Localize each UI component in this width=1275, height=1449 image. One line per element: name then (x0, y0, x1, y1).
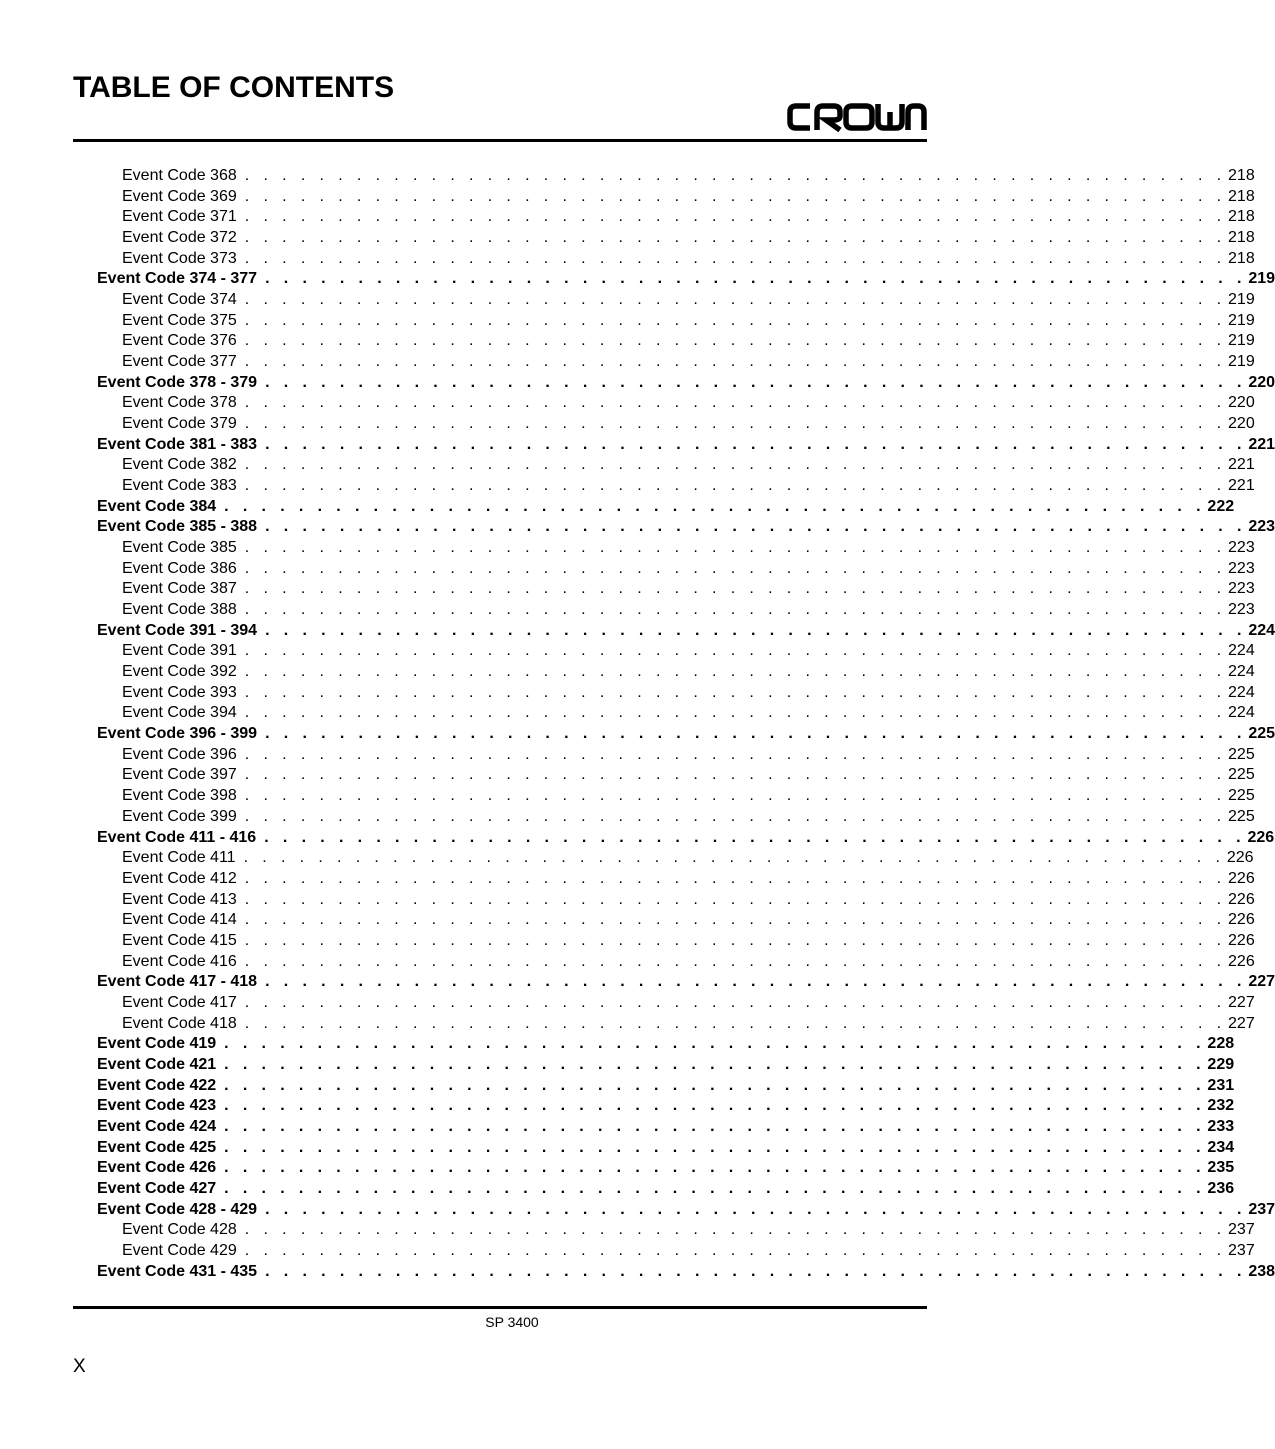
toc-entry-label: Event Code 399 (122, 807, 237, 825)
dot-leader: . . . . . . . . . . . . . . . . . . . . . . . . . . . . . . . . . . . . . . . . . . . . . . . . . . . . . (244, 766, 1227, 784)
toc-entry-label: Event Code 398 (122, 787, 237, 805)
toc-entry[interactable] (0, 269, 1275, 290)
toc-entry-page: 237 (1228, 1241, 1255, 1259)
dot-leader: . . . . . . . . . . . . . . . . . . . . . . . . . . . . . . . . . . . . . . . . . . . . . . . . . . . . . (244, 249, 1227, 267)
toc-entry-page: 218 (1228, 249, 1255, 267)
toc-entry[interactable] (0, 207, 1255, 228)
toc-entry-label: Event Code 385 - 388 (97, 518, 258, 536)
toc-entry[interactable] (0, 166, 1255, 187)
dot-leader: . . . . . . . . . . . . . . . . . . . . . . . . . . . . . . . . . . . . . . . . . . . . . . . . . . . . . (244, 787, 1227, 805)
toc-entry-label: Event Code 424 (97, 1117, 217, 1135)
toc-entry-page: 221 (1248, 435, 1275, 453)
toc-entry-page: 219 (1228, 291, 1255, 309)
toc-entry-page: 219 (1228, 332, 1255, 350)
dot-leader: . . . . . . . . . . . . . . . . . . . . . . . . . . . . . . . . . . . . . . . . . . . . . . . . . . . . . (244, 580, 1227, 598)
toc-entry-label: Event Code 423 (97, 1097, 217, 1115)
toc-entry-page: 225 (1248, 725, 1275, 743)
toc-entry[interactable] (0, 1055, 1235, 1076)
toc-entry-label: Event Code 415 (122, 931, 237, 949)
toc-entry[interactable] (0, 1138, 1235, 1159)
toc-entry-label: Event Code 425 (97, 1138, 217, 1156)
toc-entry-label: Event Code 411 (122, 849, 236, 867)
toc-entry-page: 218 (1228, 167, 1255, 184)
toc-entry-label: Event Code 386 (122, 559, 237, 577)
toc-entry-page: 226 (1226, 849, 1254, 867)
toc-entry[interactable] (0, 435, 1275, 456)
toc-entry[interactable] (0, 1076, 1235, 1097)
toc-entry-page: 219 (1228, 311, 1255, 329)
toc-entry-page: 220 (1228, 394, 1255, 412)
toc-entry-page: 226 (1228, 911, 1255, 929)
toc-entry-label: Event Code 394 (122, 704, 237, 722)
toc-entry-label: Event Code 391 (122, 642, 237, 660)
toc-entry-label: Event Code 411 - 416 (97, 828, 257, 846)
toc-entry-page: 228 (1207, 1035, 1235, 1053)
toc-entry[interactable] (0, 228, 1255, 249)
toc-entry-page: 219 (1248, 270, 1275, 288)
toc-entry-page: 226 (1228, 869, 1255, 887)
dot-leader: . . . . . . . . . . . . . . . . . . . . . . . . . . . . . . . . . . . . . . . . . . . . . . . . . . . . . (244, 353, 1227, 371)
toc-entry[interactable] (0, 952, 1255, 973)
toc-entry-page: 234 (1207, 1138, 1235, 1156)
toc-entry-label: Event Code 396 (122, 745, 237, 763)
toc-entry-page: 238 (1248, 1262, 1275, 1280)
dot-leader: . . . . . . . . . . . . . . . . . . . . . . . . . . . . . . . . . . . . . . . . . . . . . . . . . . . . . (244, 642, 1227, 660)
dot-leader: . . . . . . . . . . . . . . . . . . . . . . . . . . . . . . . . . . . . . . . . . . . . . . . . . . . . . (244, 952, 1227, 970)
dot-leader: . . . . . . . . . . . . . . . . . . . . . . . . . . . . . . . . . . . . . . . . . . . . . . . . . . . . . (244, 456, 1227, 474)
dot-leader: . . . . . . . . . . . . . . . . . . . . . . . . . . . . . . . . . . . . . . . . . . . . . . . . . . . . . (244, 1014, 1227, 1032)
toc-entry-label: Event Code 414 (122, 911, 237, 929)
toc-entry-page: 224 (1228, 663, 1255, 681)
toc-entry-label: Event Code 426 (97, 1159, 217, 1177)
toc-entry-label: Event Code 422 (97, 1076, 217, 1094)
toc-entry[interactable] (0, 745, 1255, 766)
dot-leader: . . . . . . . . . . . . . . . . . . . . . . . . . . . . . . . . . . . . . . . . . . . . . . . . . . . . . (265, 1262, 1247, 1280)
toc-entry-page: 233 (1207, 1117, 1235, 1135)
toc-entry[interactable] (0, 848, 1254, 869)
toc-entry-label: Event Code 368 (122, 167, 237, 184)
dot-leader: . . . . . . . . . . . . . . . . . . . . . . . . . . . . . . . . . . . . . . . . . . . . . . . . . . . . . (244, 311, 1227, 329)
toc-entry-label: Event Code 428 (122, 1221, 237, 1239)
toc-entry-page: 220 (1248, 373, 1275, 391)
toc-entry-page: 223 (1228, 559, 1255, 577)
toc-entry-label: Event Code 427 (97, 1179, 217, 1197)
dot-leader: . . . . . . . . . . . . . . . . . . . . . . . . . . . . . . . . . . . . . . . . . . . . . . . . . . . . . (224, 497, 1206, 515)
dot-leader: . . . . . . . . . . . . . . . . . . . . . . . . . . . . . . . . . . . . . . . . . . . . . . . . . . . . . (265, 973, 1247, 991)
toc-entry[interactable] (0, 187, 1255, 208)
dot-leader: . . . . . . . . . . . . . . . . . . . . . . . . . . . . . . . . . . . . . . . . . . . . . . . . . . . . . (244, 291, 1227, 309)
toc-entry[interactable] (0, 290, 1255, 311)
toc-entry-page: 223 (1228, 539, 1255, 557)
toc-entry[interactable] (0, 931, 1255, 952)
toc-entry-label: Event Code 418 (122, 1014, 237, 1032)
toc-entry-label: Event Code 396 - 399 (97, 725, 258, 743)
toc-entry-label: Event Code 421 (97, 1055, 217, 1073)
toc-entry-page: 227 (1228, 993, 1255, 1011)
toc-entry-label: Event Code 375 (122, 311, 237, 329)
toc-entry[interactable] (0, 1179, 1235, 1200)
toc-entry-label: Event Code 376 (122, 332, 237, 350)
toc-entry-label: Event Code 378 (122, 394, 237, 412)
dot-leader: . . . . . . . . . . . . . . . . . . . . . . . . . . . . . . . . . . . . . . . . . . . . . . . . . . . . . (244, 704, 1227, 722)
dot-leader: . . . . . . . . . . . . . . . . . . . . . . . . . . . . . . . . . . . . . . . . . . . . . . . . . . . . . (244, 601, 1227, 619)
toc-entry-label: Event Code 382 (122, 456, 237, 474)
dot-leader: . . . . . . . . . . . . . . . . . . . . . . . . . . . . . . . . . . . . . . . . . . . . . . . . . . . . . (244, 807, 1227, 825)
toc-entry-page: 235 (1207, 1159, 1235, 1177)
toc-entry[interactable] (0, 373, 1275, 394)
dot-leader: . . . . . . . . . . . . . . . . . . . . . . . . . . . . . . . . . . . . . . . . . . . . . . . . . . . . . (264, 828, 1246, 846)
toc-entry-page: 223 (1248, 518, 1275, 536)
toc-entry-page: 218 (1228, 208, 1255, 226)
toc-entry[interactable] (0, 1096, 1235, 1117)
toc-entry-page: 227 (1228, 1014, 1255, 1032)
toc-entry[interactable] (0, 703, 1255, 724)
dot-leader: . . . . . . . . . . . . . . . . . . . . . . . . . . . . . . . . . . . . . . . . . . . . . . . . . . . . . (224, 1117, 1206, 1135)
toc-entry[interactable] (0, 1034, 1235, 1055)
dot-leader: . . . . . . . . . . . . . . . . . . . . . . . . . . . . . . . . . . . . . . . . . . . . . . . . . . . . . (224, 1097, 1206, 1115)
toc-entry[interactable] (0, 1241, 1255, 1262)
dot-leader: . . . . . . . . . . . . . . . . . . . . . . . . . . . . . . . . . . . . . . . . . . . . . . . . . . . . . (265, 725, 1247, 743)
dot-leader: . . . . . . . . . . . . . . . . . . . . . . . . . . . . . . . . . . . . . . . . . . . . . . . . . . . . . (224, 1055, 1206, 1073)
toc-entry-page: 226 (1228, 890, 1255, 908)
toc-entry-label: Event Code 392 (122, 663, 237, 681)
toc-entry[interactable] (0, 497, 1235, 518)
toc-entry[interactable] (0, 393, 1255, 414)
toc-entry-page: 229 (1207, 1055, 1235, 1073)
toc-entry[interactable] (0, 993, 1255, 1014)
toc-entry-page: 236 (1207, 1179, 1235, 1197)
dot-leader: . . . . . . . . . . . . . . . . . . . . . . . . . . . . . . . . . . . . . . . . . . . . . . . . . . . . . (224, 1179, 1206, 1197)
toc-entry-label: Event Code 412 (122, 869, 237, 887)
toc-entry-label: Event Code 371 (122, 208, 237, 226)
dot-leader: . . . . . . . . . . . . . . . . . . . . . . . . . . . . . . . . . . . . . . . . . . . . . . . . . . . . . (244, 167, 1227, 184)
toc-entry-page: 223 (1228, 580, 1255, 598)
dot-leader: . . . . . . . . . . . . . . . . . . . . . . . . . . . . . . . . . . . . . . . . . . . . . . . . . . . . . (244, 683, 1227, 701)
dot-leader: . . . . . . . . . . . . . . . . . . . . . . . . . . . . . . . . . . . . . . . . . . . . . . . . . . . . . (224, 1035, 1206, 1053)
toc-entry-page: 227 (1248, 973, 1275, 991)
dot-leader: . . . . . . . . . . . . . . . . . . . . . . . . . . . . . . . . . . . . . . . . . . . . . . . . . . . . . (244, 559, 1227, 577)
toc-entry-page: 237 (1228, 1221, 1255, 1239)
toc-entry[interactable] (0, 890, 1255, 911)
dot-leader: . . . . . . . . . . . . . . . . . . . . . . . . . . . . . . . . . . . . . . . . . . . . . . . . . . . . . (265, 518, 1247, 536)
toc-entry[interactable] (0, 455, 1255, 476)
toc-entry-page: 224 (1228, 642, 1255, 660)
footer-rule (73, 1306, 927, 1309)
toc-entry-label: Event Code 374 - 377 (97, 270, 258, 288)
dot-leader: . . . . . . . . . . . . . . . . . . . . . . . . . . . . . . . . . . . . . . . . . . . . . . . . . . . . . (224, 1076, 1206, 1094)
header-rule (73, 139, 927, 142)
toc-entry-label: Event Code 416 (122, 952, 237, 970)
toc-entry-page: 232 (1207, 1097, 1235, 1115)
toc-entry[interactable] (0, 621, 1275, 642)
toc-entry[interactable] (0, 1200, 1275, 1221)
toc-entry-page: 221 (1228, 477, 1255, 495)
toc-entry-page: 221 (1228, 456, 1255, 474)
toc-entry-page: 224 (1248, 621, 1275, 639)
toc-entry-page: 219 (1228, 353, 1255, 371)
page-number: X (73, 1356, 86, 1377)
toc-entry[interactable] (0, 662, 1255, 683)
toc-entry-page: 225 (1228, 807, 1255, 825)
dot-leader: . . . . . . . . . . . . . . . . . . . . . . . . . . . . . . . . . . . . . . . . . . . . . . . . . . . . . (244, 993, 1227, 1011)
toc-entry[interactable] (0, 538, 1255, 559)
toc-entry-label: Event Code 374 (122, 291, 237, 309)
toc-entry-label: Event Code 419 (97, 1035, 217, 1053)
dot-leader: . . . . . . . . . . . . . . . . . . . . . . . . . . . . . . . . . . . . . . . . . . . . . . . . . . . . . (265, 435, 1247, 453)
toc-entry-label: Event Code 428 - 429 (97, 1200, 258, 1218)
dot-leader: . . . . . . . . . . . . . . . . . . . . . . . . . . . . . . . . . . . . . . . . . . . . . . . . . . . . . (244, 332, 1227, 350)
dot-leader: . . . . . . . . . . . . . . . . . . . . . . . . . . . . . . . . . . . . . . . . . . . . . . . . . . . . . (244, 477, 1227, 495)
dot-leader: . . . . . . . . . . . . . . . . . . . . . . . . . . . . . . . . . . . . . . . . . . . . . . . . . . . . . (244, 890, 1227, 908)
toc-entry-label: Event Code 372 (122, 229, 237, 247)
toc-entry[interactable] (0, 1262, 1275, 1283)
toc-entry-label: Event Code 369 (122, 187, 237, 205)
toc-entry-label: Event Code 387 (122, 580, 237, 598)
dot-leader: . . . . . . . . . . . . . . . . . . . . . . . . . . . . . . . . . . . . . . . . . . . . . . . . . . . . . (244, 1221, 1227, 1239)
toc-entry-label: Event Code 431 - 435 (97, 1262, 258, 1280)
toc-entry[interactable] (0, 972, 1275, 993)
toc-entry-label: Event Code 384 (97, 497, 217, 515)
toc-entry-label: Event Code 417 - 418 (97, 973, 258, 991)
toc-entry-page: 220 (1228, 415, 1255, 433)
toc-entry-page: 231 (1207, 1076, 1235, 1094)
toc-entry[interactable] (0, 579, 1255, 600)
toc-entry[interactable] (0, 249, 1255, 270)
dot-leader: . . . . . . . . . . . . . . . . . . . . . . . . . . . . . . . . . . . . . . . . . . . . . . . . . . . . . (244, 208, 1227, 226)
toc-entry-label: Event Code 383 (122, 477, 237, 495)
toc-entry[interactable] (0, 828, 1275, 849)
toc-entry-page: 225 (1228, 745, 1255, 763)
toc-entry[interactable] (0, 786, 1255, 807)
toc-entry[interactable] (0, 331, 1255, 352)
toc-list (0, 166, 1275, 1282)
toc-entry[interactable] (0, 683, 1255, 704)
dot-leader: . . . . . . . . . . . . . . . . . . . . . . . . . . . . . . . . . . . . . . . . . . . . . . . . . . . . . (244, 229, 1227, 247)
dot-leader: . . . . . . . . . . . . . . . . . . . . . . . . . . . . . . . . . . . . . . . . . . . . . . . . . . . . . (224, 1138, 1206, 1156)
toc-entry-page: 237 (1248, 1200, 1275, 1218)
page-title: TABLE OF CONTENTS (73, 71, 395, 104)
toc-entry[interactable] (0, 1220, 1255, 1241)
toc-entry[interactable] (0, 559, 1255, 580)
toc-entry-label: Event Code 391 - 394 (97, 621, 258, 639)
dot-leader: . . . . . . . . . . . . . . . . . . . . . . . . . . . . . . . . . . . . . . . . . . . . . . . . . . . . . (265, 373, 1247, 391)
toc-entry-label: Event Code 378 - 379 (97, 373, 258, 391)
toc-entry-page: 218 (1228, 229, 1255, 247)
dot-leader: . . . . . . . . . . . . . . . . . . . . . . . . . . . . . . . . . . . . . . . . . . . . . . . . . . . . . (244, 911, 1227, 929)
toc-entry[interactable] (0, 311, 1255, 332)
toc-entry-page: 218 (1228, 187, 1255, 205)
dot-leader: . . . . . . . . . . . . . . . . . . . . . . . . . . . . . . . . . . . . . . . . . . . . . . . . . . . . . (244, 1241, 1227, 1259)
toc-entry-label: Event Code 381 - 383 (97, 435, 258, 453)
toc-entry[interactable] (0, 724, 1275, 745)
toc-entry-label: Event Code 417 (122, 993, 237, 1011)
dot-leader: . . . . . . . . . . . . . . . . . . . . . . . . . . . . . . . . . . . . . . . . . . . . . . . . . . . . . (244, 931, 1227, 949)
toc-entry-label: Event Code 413 (122, 890, 237, 908)
dot-leader: . . . . . . . . . . . . . . . . . . . . . . . . . . . . . . . . . . . . . . . . . . . . . . . . . . . . . (244, 869, 1227, 887)
toc-entry-label: Event Code 397 (122, 766, 237, 784)
dot-leader: . . . . . . . . . . . . . . . . . . . . . . . . . . . . . . . . . . . . . . . . . . . . . . . . . . . . . (244, 745, 1227, 763)
toc-entry-page: 224 (1228, 683, 1255, 701)
toc-entry[interactable] (0, 1117, 1235, 1138)
toc-entry[interactable] (0, 641, 1255, 662)
toc-entry[interactable] (0, 1014, 1255, 1035)
toc-entry-page: 224 (1228, 704, 1255, 722)
toc-entry[interactable] (0, 414, 1255, 435)
toc-entry-page: 226 (1228, 952, 1255, 970)
toc-entry[interactable] (0, 517, 1275, 538)
toc-entry-page: 222 (1207, 497, 1235, 515)
toc-entry[interactable] (0, 910, 1255, 931)
toc-entry-label: Event Code 379 (122, 415, 237, 433)
toc-entry[interactable] (0, 1158, 1235, 1179)
dot-leader: . . . . . . . . . . . . . . . . . . . . . . . . . . . . . . . . . . . . . . . . . . . . . . . . . . . . . (244, 187, 1227, 205)
dot-leader: . . . . . . . . . . . . . . . . . . . . . . . . . . . . . . . . . . . . . . . . . . . . . . . . . . . . . (244, 539, 1227, 557)
toc-entry-page: 225 (1228, 787, 1255, 805)
toc-entry-page: 226 (1247, 828, 1275, 846)
dot-leader: . . . . . . . . . . . . . . . . . . . . . . . . . . . . . . . . . . . . . . . . . . . . . . . . . . . . . (244, 394, 1227, 412)
toc-entry[interactable] (0, 600, 1255, 621)
dot-leader: . . . . . . . . . . . . . . . . . . . . . . . . . . . . . . . . . . . . . . . . . . . . . . . . . . . . . (243, 849, 1225, 867)
toc-entry[interactable] (0, 476, 1255, 497)
dot-leader: . . . . . . . . . . . . . . . . . . . . . . . . . . . . . . . . . . . . . . . . . . . . . . . . . . . . . (265, 270, 1247, 288)
toc-entry[interactable] (0, 765, 1255, 786)
toc-entry-page: 225 (1228, 766, 1255, 784)
dot-leader: . . . . . . . . . . . . . . . . . . . . . . . . . . . . . . . . . . . . . . . . . . . . . . . . . . . . . (244, 415, 1227, 433)
toc-entry-label: Event Code 377 (122, 353, 237, 371)
dot-leader: . . . . . . . . . . . . . . . . . . . . . . . . . . . . . . . . . . . . . . . . . . . . . . . . . . . . . (244, 663, 1227, 681)
toc-entry-page: 223 (1228, 601, 1255, 619)
toc-entry-label: Event Code 393 (122, 683, 237, 701)
toc-entry-page: 226 (1228, 931, 1255, 949)
toc-entry-label: Event Code 388 (122, 601, 237, 619)
toc-entry-label: Event Code 385 (122, 539, 237, 557)
document-id: SP 3400 (485, 1314, 539, 1330)
dot-leader: . . . . . . . . . . . . . . . . . . . . . . . . . . . . . . . . . . . . . . . . . . . . . . . . . . . . . (265, 621, 1247, 639)
toc-entry[interactable] (0, 807, 1255, 828)
toc-entry-label: Event Code 429 (122, 1241, 237, 1259)
dot-leader: . . . . . . . . . . . . . . . . . . . . . . . . . . . . . . . . . . . . . . . . . . . . . . . . . . . . . (265, 1200, 1247, 1218)
toc-entry[interactable] (0, 869, 1255, 890)
toc-entry[interactable] (0, 352, 1255, 373)
crown-logo (786, 100, 928, 134)
toc-entry-label: Event Code 373 (122, 249, 237, 267)
dot-leader: . . . . . . . . . . . . . . . . . . . . . . . . . . . . . . . . . . . . . . . . . . . . . . . . . . . . . (224, 1159, 1206, 1177)
